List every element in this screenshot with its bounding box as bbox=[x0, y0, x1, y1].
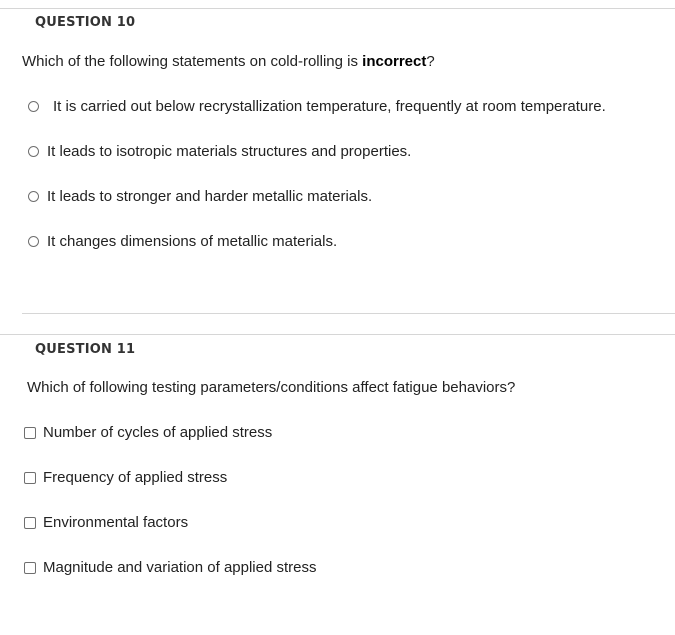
q11-option-2-checkbox[interactable] bbox=[24, 472, 36, 484]
q10-option-2-label[interactable]: It leads to isotropic materials structures and properties. bbox=[47, 143, 412, 160]
q10-question-text-start: Which of the following statements on cold-rolling is bbox=[22, 53, 363, 70]
q10-bottom-divider bbox=[22, 313, 675, 314]
q10-option-4[interactable] bbox=[28, 233, 337, 250]
q10-question-text bbox=[22, 53, 435, 70]
q11-option-4-checkbox[interactable] bbox=[24, 562, 36, 574]
q11-option-1-checkbox[interactable] bbox=[24, 427, 36, 439]
q11-option-4[interactable] bbox=[24, 559, 317, 576]
q10-question-emphasis: incorrect bbox=[362, 53, 427, 70]
q10-question-text-end: ? bbox=[426, 53, 435, 70]
q11-question-text: Which of following testing parameters/conditions affect fatigue behaviors? bbox=[27, 379, 516, 396]
q10-option-4-label[interactable]: It changes dimensions of metallic materials. bbox=[47, 233, 338, 250]
q11-option-1-label[interactable]: Number of cycles of applied stress bbox=[43, 424, 273, 441]
q10-option-2[interactable] bbox=[28, 143, 411, 160]
q11-option-1[interactable] bbox=[24, 424, 272, 441]
q11-option-4-label[interactable]: Magnitude and variation of applied stress bbox=[43, 559, 317, 576]
q10-option-1-radio[interactable] bbox=[28, 101, 39, 112]
q11-option-2[interactable] bbox=[24, 469, 227, 486]
q11-option-3-label[interactable]: Environmental factors bbox=[43, 514, 189, 531]
q10-option-3-label[interactable]: It leads to stronger and harder metallic materials. bbox=[47, 188, 373, 205]
q11-option-3[interactable] bbox=[24, 514, 188, 531]
q10-option-2-radio[interactable] bbox=[28, 146, 39, 157]
q10-option-4-radio[interactable] bbox=[28, 236, 39, 247]
q10-option-3[interactable] bbox=[28, 188, 372, 205]
q10-option-3-radio[interactable] bbox=[28, 191, 39, 202]
q11-option-3-checkbox[interactable] bbox=[24, 517, 36, 529]
q11-top-divider bbox=[0, 334, 675, 335]
q10-option-1-label[interactable]: It is carried out below recrystallization temperature, frequently at room temperature. bbox=[53, 98, 606, 115]
q10-header: QUESTION 10 bbox=[35, 15, 136, 30]
q10-top-divider bbox=[0, 8, 675, 9]
q11-header: QUESTION 11 bbox=[35, 342, 136, 357]
q11-option-2-label[interactable]: Frequency of applied stress bbox=[43, 469, 228, 486]
q10-option-1[interactable] bbox=[28, 98, 606, 115]
